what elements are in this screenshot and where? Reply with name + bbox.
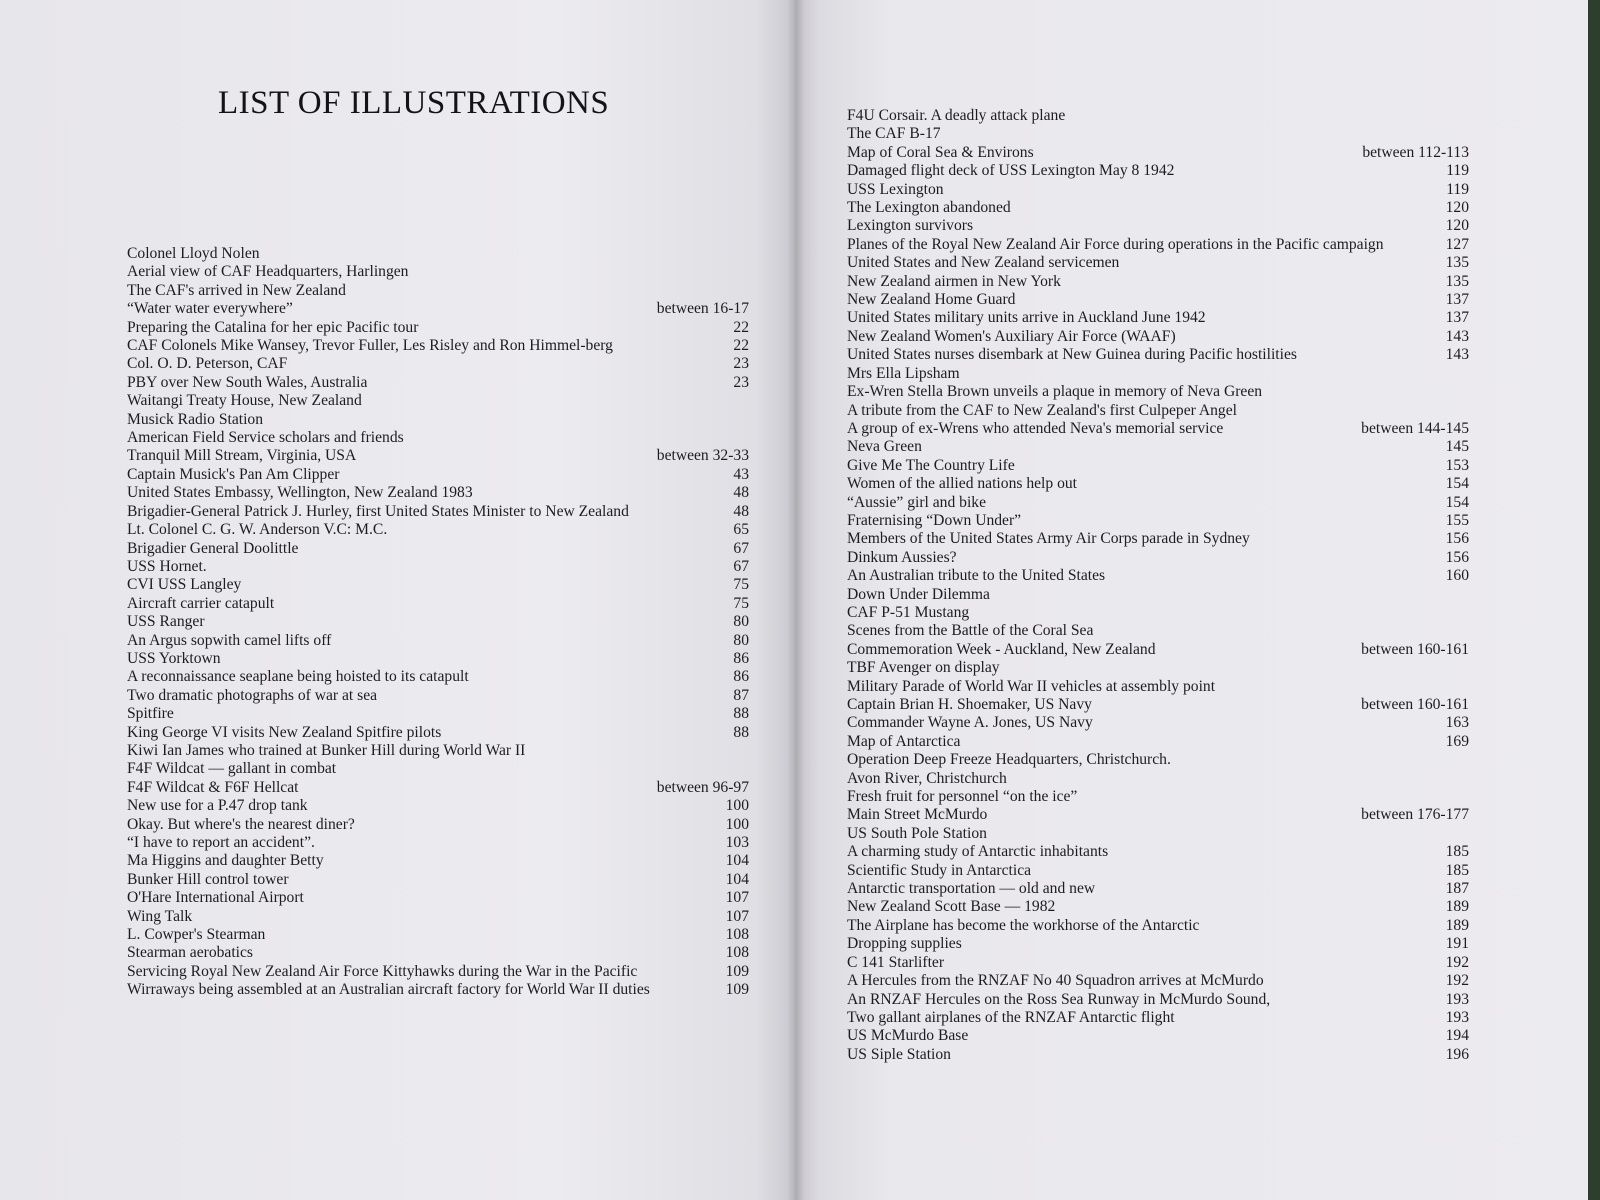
illustration-title: New Zealand Women's Auxiliary Air Force (WAAF) — [847, 327, 1176, 345]
illustration-title: CAF P-51 Mustang — [847, 603, 970, 621]
illustration-title: Dinkum Aussies? — [847, 548, 957, 566]
page-number: 103 — [725, 834, 749, 851]
list-item — [127, 816, 749, 834]
illustration-title: Servicing Royal New Zealand Air Force Kittyhawks during the War in the Pacific — [127, 962, 638, 980]
illustration-title: Aircraft carrier catapult — [127, 594, 275, 612]
list-item — [847, 641, 1469, 659]
list-item — [127, 576, 749, 594]
illustration-title: USS Ranger — [127, 613, 205, 631]
page-number: 100 — [725, 815, 749, 833]
right-illustration-list — [847, 107, 1469, 1064]
page-title: LIST OF ILLUSTRATIONS — [218, 85, 610, 121]
illustration-title: CVI USS Langley — [127, 576, 242, 594]
list-item — [847, 880, 1469, 898]
list-item — [127, 797, 749, 815]
illustration-title: Main Street McMurdo — [847, 806, 988, 824]
list-item — [127, 263, 749, 281]
list-item — [847, 162, 1469, 180]
page-number: 75 — [733, 594, 749, 612]
illustration-title: F4U Corsair. A deadly attack plane — [847, 107, 1066, 124]
list-item — [127, 355, 749, 373]
page-number: 80 — [733, 631, 749, 649]
page-number: between 160-161 — [1361, 696, 1469, 713]
list-item — [127, 337, 749, 355]
illustration-title: Col. O. D. Peterson, CAF — [127, 355, 288, 373]
illustration-title: Spitfire — [127, 705, 174, 723]
illustration-title: A tribute from the CAF to New Zealand's first Culpeper Angel — [847, 401, 1237, 419]
illustration-title: Women of the allied nations help out — [847, 475, 1077, 493]
illustration-title: Avon River, Christchurch — [847, 769, 1007, 787]
illustration-title: Wirraways being assembled at an Australian aircraft factory for World War II duties — [127, 981, 650, 999]
page-number: 154 — [1445, 475, 1469, 493]
illustration-title: The Lexington abandoned — [847, 199, 1011, 217]
list-item — [127, 521, 749, 539]
illustration-title: USS Yorktown — [127, 649, 221, 667]
illustration-title: The CAF B-17 — [847, 125, 941, 143]
illustration-title: US Siple Station — [847, 1045, 951, 1063]
left-page — [0, 0, 795, 1200]
page-number: 135 — [1445, 254, 1469, 272]
page-number: 127 — [1445, 235, 1469, 253]
illustration-title: Commemoration Week - Auckland, New Zealand — [847, 640, 1156, 658]
list-item — [847, 733, 1469, 751]
illustration-title: An RNZAF Hercules on the Ross Sea Runway in McMurdo Sound, — [847, 990, 1271, 1008]
left-illustration-list — [127, 245, 749, 1000]
illustration-title: F4F Wildcat & F6F Hellcat — [127, 778, 299, 796]
illustration-title: Members of the United States Army Air Corps parade in Sydney — [847, 530, 1250, 548]
page-number: between 112-113 — [1362, 143, 1469, 161]
illustration-title: USS Hornet. — [127, 557, 207, 575]
illustration-title: Stearman aerobatics — [127, 944, 253, 962]
page-number: 23 — [733, 355, 749, 373]
book-gutter — [787, 0, 805, 1200]
list-item — [847, 659, 1469, 677]
list-item — [127, 926, 749, 944]
page-number: 67 — [733, 539, 749, 557]
list-item — [847, 402, 1469, 420]
page-number: 87 — [733, 686, 749, 704]
list-item — [127, 245, 749, 263]
illustration-title: United States nurses disembark at New Guinea during Pacific hostilities — [847, 346, 1297, 364]
illustration-title: USS Lexington — [847, 180, 944, 198]
list-item — [847, 549, 1469, 567]
list-item — [127, 411, 749, 429]
illustration-title: Dropping supplies — [847, 935, 962, 953]
list-item — [847, 586, 1469, 604]
illustration-title: Damaged flight deck of USS Lexington May 8 1942 — [847, 162, 1175, 180]
illustration-title: Brigadier-General Patrick J. Hurley, first United States Minister to New Zealand — [127, 502, 629, 520]
page-number: 22 — [733, 337, 749, 355]
illustration-title: Map of Coral Sea & Environs — [847, 143, 1034, 161]
list-item — [847, 604, 1469, 622]
illustration-title: The CAF's arrived in New Zealand — [127, 281, 346, 299]
page-number: 155 — [1445, 511, 1469, 529]
list-item — [847, 1009, 1469, 1027]
illustration-title: “I have to report an accident”. — [127, 834, 315, 851]
illustration-title: PBY over New South Wales, Australia — [127, 373, 368, 391]
list-item — [847, 309, 1469, 327]
list-item — [847, 383, 1469, 401]
illustration-title: New Zealand Scott Base — 1982 — [847, 898, 1056, 916]
illustration-title: Captain Brian H. Shoemaker, US Navy — [847, 696, 1092, 713]
list-item — [847, 843, 1469, 861]
illustration-title: CAF Colonels Mike Wansey, Trevor Fuller, Les Risley and Ron Himmel-berg — [127, 337, 613, 355]
list-item — [847, 917, 1469, 935]
list-item — [127, 963, 749, 981]
illustration-title: L. Cowper's Stearman — [127, 926, 266, 944]
list-item — [847, 457, 1469, 475]
list-item — [847, 991, 1469, 1009]
page-number: 185 — [1445, 843, 1469, 861]
page-number: between 96-97 — [656, 778, 749, 796]
page-number: 86 — [733, 668, 749, 686]
list-item — [127, 540, 749, 558]
page-number: 65 — [733, 521, 749, 539]
illustration-title: Waitangi Treaty House, New Zealand — [127, 392, 362, 410]
list-item — [847, 512, 1469, 530]
page-number: 194 — [1445, 1027, 1469, 1045]
page-number: 143 — [1445, 346, 1469, 364]
illustration-title: Colonel Lloyd Nolen — [127, 245, 260, 262]
illustration-title: United States Embassy, Wellington, New Zealand 1983 — [127, 484, 473, 502]
list-item — [847, 181, 1469, 199]
list-item — [847, 107, 1469, 125]
illustration-title: Musick Radio Station — [127, 410, 264, 428]
illustration-title: New Zealand Home Guard — [847, 291, 1016, 309]
illustration-title: Tranquil Mill Stream, Virginia, USA — [127, 447, 357, 465]
page-number: 192 — [1445, 972, 1469, 990]
list-item — [127, 908, 749, 926]
page-number: 67 — [733, 557, 749, 575]
illustration-title: Captain Musick's Pan Am Clipper — [127, 465, 340, 483]
illustration-title: New Zealand airmen in New York — [847, 272, 1061, 290]
page-number: 145 — [1445, 438, 1469, 456]
illustration-title: Fresh fruit for personnel “on the ice” — [847, 788, 1078, 806]
illustration-title: Lt. Colonel C. G. W. Anderson V.C: M.C. — [127, 521, 388, 539]
illustration-title: New use for a P.47 drop tank — [127, 797, 308, 815]
illustration-title: C 141 Starlifter — [847, 953, 945, 971]
page-number: between 176-177 — [1361, 806, 1469, 824]
list-item — [127, 852, 749, 870]
page-number: 137 — [1445, 291, 1469, 309]
illustration-title: Military Parade of World War II vehicles at assembly point — [847, 677, 1216, 695]
illustration-title: Map of Antarctica — [847, 732, 961, 750]
illustration-title: Wing Talk — [127, 907, 193, 925]
page-number: 135 — [1445, 272, 1469, 290]
illustration-title: Kiwi Ian James who trained at Bunker Hill during World War II — [127, 741, 526, 759]
list-item — [127, 889, 749, 907]
list-item — [847, 806, 1469, 824]
illustration-title: US McMurdo Base — [847, 1027, 969, 1045]
illustration-title: “Aussie” girl and bike — [847, 493, 987, 511]
page-number: 193 — [1445, 1008, 1469, 1026]
list-item — [847, 365, 1469, 383]
illustration-title: Okay. But where's the nearest diner? — [127, 815, 355, 833]
list-item — [847, 788, 1469, 806]
list-item — [847, 254, 1469, 272]
illustration-title: Down Under Dilemma — [847, 585, 990, 603]
illustration-title: Ex-Wren Stella Brown unveils a plaque in memory of Neva Green — [847, 383, 1263, 401]
page-number: 187 — [1445, 880, 1469, 898]
page-number: between 144-145 — [1361, 419, 1469, 437]
illustration-title: Neva Green — [847, 438, 922, 456]
list-item — [127, 613, 749, 631]
page-number: 104 — [725, 852, 749, 870]
list-item — [127, 503, 749, 521]
list-item — [127, 558, 749, 576]
list-item — [847, 770, 1469, 788]
list-item — [847, 567, 1469, 585]
page-number: 143 — [1445, 327, 1469, 345]
list-item — [847, 678, 1469, 696]
page-number: 189 — [1445, 898, 1469, 916]
list-item — [127, 429, 749, 447]
illustration-title: Planes of the Royal New Zealand Air Force during operations in the Pacific campaign — [847, 235, 1384, 253]
list-item — [847, 1046, 1469, 1064]
page-number: 191 — [1445, 935, 1469, 953]
list-item — [127, 595, 749, 613]
page-number: 22 — [733, 318, 749, 336]
illustration-title: Scientific Study in Antarctica — [847, 861, 1032, 879]
illustration-title: Brigadier General Doolittle — [127, 539, 299, 557]
illustration-title: A group of ex-Wrens who attended Neva's memorial service — [847, 419, 1224, 437]
page-number: 104 — [725, 870, 749, 888]
page-number: 120 — [1445, 199, 1469, 217]
list-item — [847, 144, 1469, 162]
illustration-title: The Airplane has become the workhorse of the Antarctic — [847, 916, 1200, 934]
list-item — [847, 273, 1469, 291]
page-number: 169 — [1445, 732, 1469, 750]
list-item — [127, 779, 749, 797]
list-item — [847, 420, 1469, 438]
list-item — [847, 328, 1469, 346]
illustration-title: A reconnaissance seaplane being hoisted to its catapult — [127, 668, 469, 686]
list-item — [127, 944, 749, 962]
illustration-title: Scenes from the Battle of the Coral Sea — [847, 622, 1094, 640]
page-number: 153 — [1445, 456, 1469, 474]
list-item — [127, 374, 749, 392]
illustration-title: Two gallant airplanes of the RNZAF Antarctic flight — [847, 1008, 1175, 1026]
illustration-title: TBF Avenger on display — [847, 659, 1000, 677]
list-item — [847, 217, 1469, 235]
illustration-title: Bunker Hill control tower — [127, 870, 289, 888]
page-number: between 32-33 — [656, 447, 749, 465]
page-number: 86 — [733, 649, 749, 667]
page-number: 192 — [1445, 953, 1469, 971]
illustration-title: A Hercules from the RNZAF No 40 Squadron arrives at McMurdo — [847, 972, 1264, 990]
list-item — [847, 530, 1469, 548]
page-number: 160 — [1445, 567, 1469, 585]
illustration-title: Commander Wayne A. Jones, US Navy — [847, 714, 1093, 732]
list-item — [127, 760, 749, 778]
illustration-title: United States military units arrive in Auckland June 1942 — [847, 309, 1206, 327]
list-item — [127, 668, 749, 686]
page-number: 48 — [733, 484, 749, 502]
list-item — [847, 475, 1469, 493]
illustration-title: King George VI visits New Zealand Spitfire pilots — [127, 723, 442, 741]
page-number: 120 — [1445, 217, 1469, 235]
page-number: 108 — [725, 944, 749, 962]
illustration-title: US South Pole Station — [847, 824, 987, 842]
page-number: 48 — [733, 502, 749, 520]
illustration-title: An Australian tribute to the United States — [847, 567, 1106, 585]
list-item — [847, 751, 1469, 769]
list-item — [127, 447, 749, 465]
page-number: 119 — [1446, 162, 1469, 180]
right-page — [795, 0, 1595, 1200]
page-number: between 16-17 — [656, 300, 749, 318]
page-number: between 160-161 — [1361, 640, 1469, 658]
background-edge — [1588, 0, 1600, 1200]
page-number: 109 — [725, 981, 749, 999]
page-number: 137 — [1445, 309, 1469, 327]
illustration-title: A charming study of Antarctic inhabitants — [847, 843, 1109, 861]
list-item — [127, 742, 749, 760]
list-item — [847, 862, 1469, 880]
page-number: 88 — [733, 705, 749, 723]
page-number: 75 — [733, 576, 749, 594]
list-item — [127, 632, 749, 650]
page-number: 196 — [1445, 1045, 1469, 1063]
list-item — [847, 346, 1469, 364]
illustration-title: Fraternising “Down Under” — [847, 511, 1022, 529]
illustration-title: Give Me The Country Life — [847, 456, 1015, 474]
list-item — [127, 392, 749, 410]
list-item — [127, 705, 749, 723]
illustration-title: Mrs Ella Lipsham — [847, 364, 960, 382]
illustration-title: Antarctic transportation — old and new — [847, 880, 1096, 898]
page-number: 23 — [733, 373, 749, 391]
page-number: 156 — [1445, 548, 1469, 566]
page-number: 119 — [1446, 180, 1469, 198]
page-number: 163 — [1445, 714, 1469, 732]
list-item — [127, 282, 749, 300]
list-item — [127, 724, 749, 742]
list-item — [847, 199, 1469, 217]
list-item — [127, 300, 749, 318]
list-item — [127, 484, 749, 502]
list-item — [127, 466, 749, 484]
illustration-title: Operation Deep Freeze Headquarters, Christchurch. — [847, 751, 1171, 769]
page-number: 100 — [725, 797, 749, 815]
list-item — [847, 696, 1469, 714]
illustration-title: Lexington survivors — [847, 217, 974, 235]
list-item — [847, 438, 1469, 456]
page-number: 107 — [725, 907, 749, 925]
list-item — [847, 494, 1469, 512]
page-number: 156 — [1445, 530, 1469, 548]
page-number: 109 — [725, 962, 749, 980]
illustration-title: Ma Higgins and daughter Betty — [127, 852, 324, 870]
page-number: 185 — [1445, 861, 1469, 879]
page-number: 107 — [725, 889, 749, 907]
list-item — [127, 834, 749, 852]
list-item — [127, 981, 749, 999]
page-number: 193 — [1445, 990, 1469, 1008]
page-number: 108 — [725, 926, 749, 944]
list-item — [847, 898, 1469, 916]
list-item — [847, 125, 1469, 143]
page-number: 88 — [733, 723, 749, 741]
page-number: 189 — [1445, 916, 1469, 934]
list-item — [847, 954, 1469, 972]
list-item — [847, 1027, 1469, 1045]
illustration-title: F4F Wildcat — gallant in combat — [127, 760, 337, 778]
list-item — [847, 622, 1469, 640]
illustration-title: “Water water everywhere” — [127, 300, 293, 318]
illustration-title: Aerial view of CAF Headquarters, Harlingen — [127, 263, 409, 281]
list-item — [847, 935, 1469, 953]
list-item — [127, 650, 749, 668]
list-item — [847, 291, 1469, 309]
illustration-title: United States and New Zealand servicemen — [847, 254, 1120, 272]
list-item — [127, 319, 749, 337]
list-item — [127, 687, 749, 705]
list-item — [847, 825, 1469, 843]
list-item — [847, 972, 1469, 990]
illustration-title: An Argus sopwith camel lifts off — [127, 631, 332, 649]
page-number: 80 — [733, 613, 749, 631]
list-item — [847, 236, 1469, 254]
illustration-title: Two dramatic photographs of war at sea — [127, 686, 378, 704]
illustration-title: Preparing the Catalina for her epic Pacific tour — [127, 318, 419, 336]
list-item — [127, 871, 749, 889]
illustration-title: O'Hare International Airport — [127, 889, 304, 907]
list-item — [847, 714, 1469, 732]
page-number: 43 — [733, 465, 749, 483]
illustration-title: American Field Service scholars and friends — [127, 429, 404, 447]
page-number: 154 — [1445, 493, 1469, 511]
